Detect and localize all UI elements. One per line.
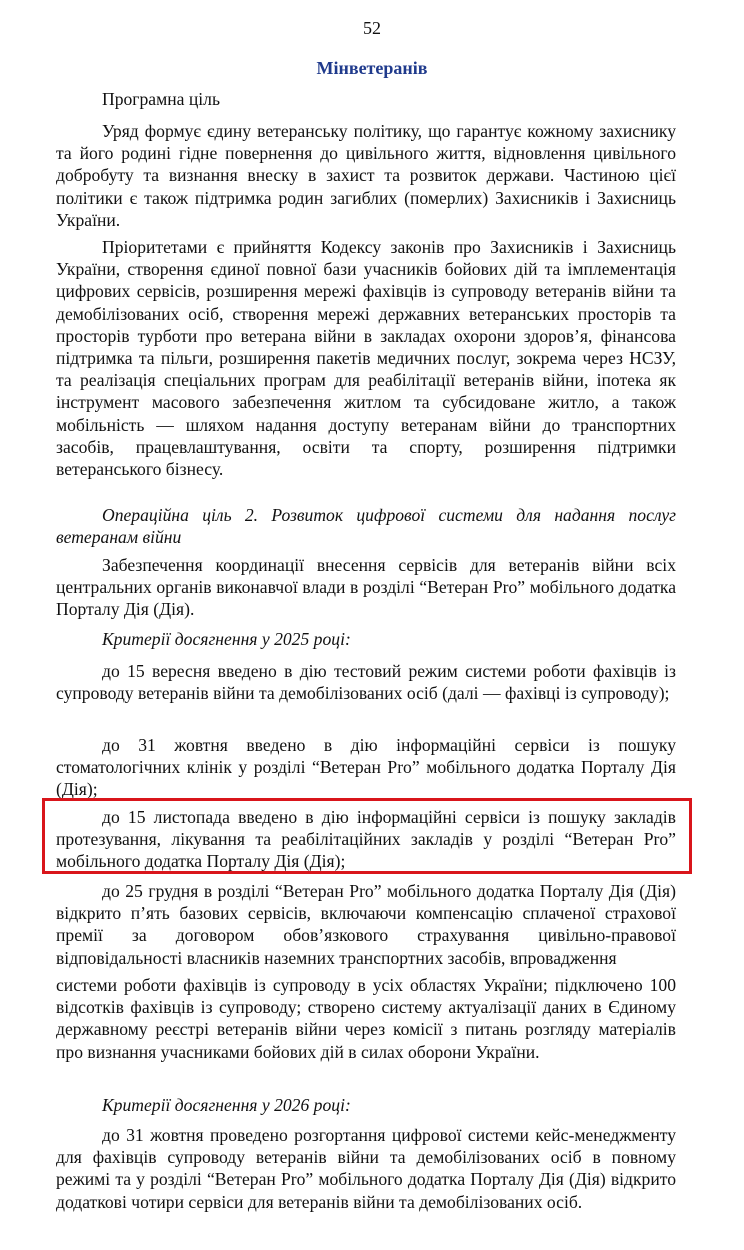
program-goal-label: Програмна ціль: [102, 89, 220, 109]
ministry-heading: Мінветеранів: [316, 58, 428, 78]
criteria-2025-item: до 25 грудня в розділі “Ветеран Pro” мобільного додатка Порталу Дія (Дія) відкрито п’ять базових сервісів, включаючи компенсацію сплаченої страхової премії за договором обов’язкового страхування цивільно-правової відповідальності власників наземних транспортних засобів, впровадження: [56, 881, 676, 968]
criteria-2026-label: Критерії досягнення у 2026 році:: [102, 1095, 351, 1115]
criteria-2026-item: до 31 жовтня проведено розгортання цифрової системи кейс-менеджменту для фахівців супроводу ветеранів війни та демобілізованих осіб в повному режимі та у розділі “Ветеран Pro” мобільного додатка Порталу Дія (Дія) відкрито додаткові чотири сервіси для ветеранів війни та демобілізованих осіб.: [56, 1125, 676, 1212]
operational-goal-heading: Операційна ціль 2. Розвиток цифрової системи для надання послуг ветеранам війни: [56, 505, 676, 548]
criteria-2025-item: до 15 вересня введено в дію тестовий режим системи роботи фахівців із супроводу ветеранів війни та демобілізованих осіб (далі — фахівці із супроводу);: [56, 661, 676, 704]
operational-goal-paragraph: Забезпечення координації внесення сервісів для ветеранів війни всіх центральних органів виконавчої влади в розділі “Ветеран Pro” мобільного додатка Порталу Дія (Дія).: [56, 555, 676, 620]
criteria-2025-label: Критерії досягнення у 2025 році:: [102, 629, 351, 649]
priorities-paragraph: Пріоритетами є прийняття Кодексу законів про Захисників і Захисниць України, створення єдиної повної бази учасників бойових дій та імплементація цифрових сервісів, розширення мережі фахівців із супроводу ветеранів війни та демобілізованих осіб, створення мережі державних ветеранських просторів та просторів турботи про ветерана війни в закладах охорони здоров’я, фінансова підтримка та пільги, розширення пакетів медичних послуг, зокрема через НСЗУ, та реалізація спеціальних програм для реабілітації ветеранів війни, іпотека як інструмент масового забезпечення житлом та субсидоване житло, а також мобільність — шляхом надання доступу ветеранам війни до транспортних засобів, працевлаштування, освіти та спорту, розширення підтримки ветеранського бізнесу.: [56, 237, 676, 480]
criteria-2025-item-highlighted: до 15 листопада введено в дію інформаційні сервіси із пошуку закладів протезування, лікування та реабілітаційних закладів у розділі “Ветеран Pro” мобільного додатка Порталу Дія (Дія);: [56, 807, 676, 872]
criteria-2025-item-continued: системи роботи фахівців із супроводу в усіх областях України; підключено 100 відсотків фахівців із супроводу; створено систему актуалізації даних в Єдиному державному реєстрі ветеранів війни через комісії з питань розгляду матеріалів про визнання учасниками бойових дій в силах оборони України.: [56, 975, 676, 1062]
program-goal-paragraph: Уряд формує єдину ветеранську політику, що гарантує кожному захиснику та його родині гідне повернення до цивільного життя, відновлення цивільного добробуту та визнання внеску в захист та розвиток держави. Частиною цієї політики є також підтримка родин загиблих (померлих) Захисників і Захисниць України.: [56, 121, 676, 230]
page-number: 52: [363, 18, 381, 38]
criteria-2025-item: до 31 жовтня введено в дію інформаційні сервіси із пошуку стоматологічних клінік у розділі “Ветеран Pro” мобільного додатка Порталу Дія (Дія);: [56, 735, 676, 800]
